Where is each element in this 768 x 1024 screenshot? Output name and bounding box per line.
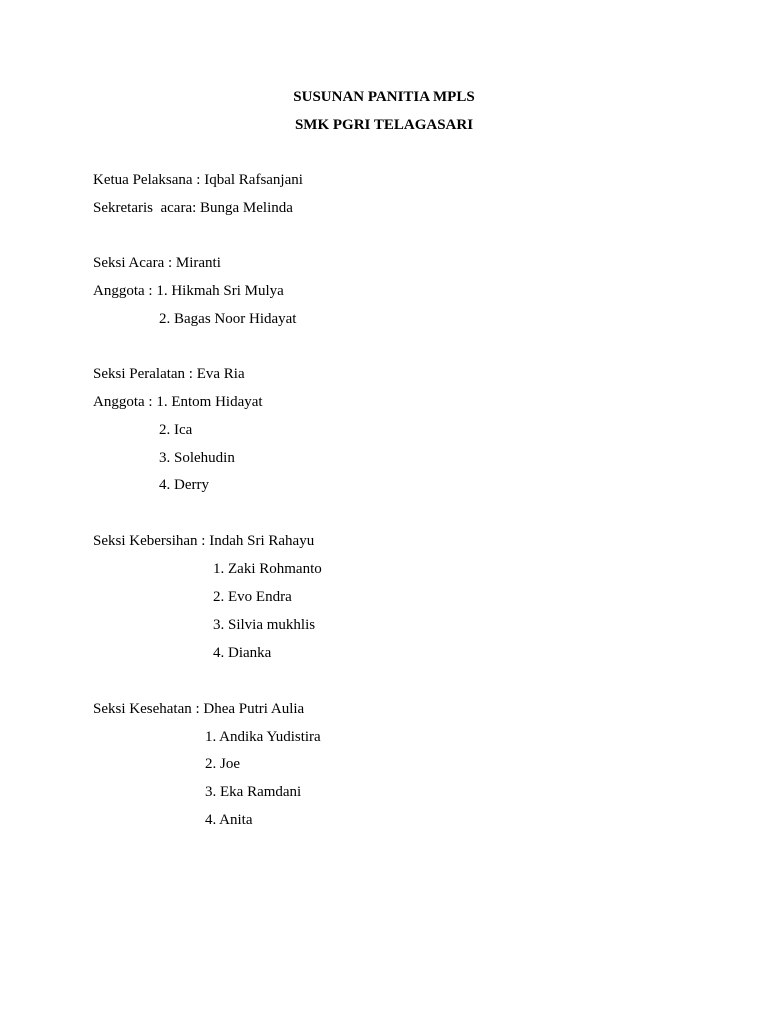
ketua-pelaksana: Ketua Pelaksana : Iqbal Rafsanjani — [93, 172, 303, 188]
seksi-peralatan-member: 4. Derry — [159, 477, 209, 493]
seksi-kesehatan-member: 3. Eka Ramdani — [205, 784, 302, 800]
seksi-kebersihan-member: 2. Evo Endra — [213, 589, 292, 605]
sekretaris-acara: Sekretaris acara: Bunga Melinda — [93, 200, 293, 216]
seksi-kesehatan-member: 1. Andika Yudistira — [205, 729, 321, 745]
seksi-kesehatan-member: 2. Joe — [205, 756, 240, 772]
seksi-acara-head: Seksi Acara : Miranti — [93, 255, 221, 271]
seksi-peralatan-head: Seksi Peralatan : Eva Ria — [93, 366, 245, 382]
seksi-kesehatan-member: 4. Anita — [205, 812, 253, 828]
seksi-peralatan-member: Anggota : 1. Entom Hidayat — [93, 394, 263, 410]
seksi-acara-member: Anggota : 1. Hikmah Sri Mulya — [93, 283, 284, 299]
school-name: SMK PGRI TELAGASARI — [294, 117, 474, 133]
seksi-kebersihan-member: 4. Dianka — [213, 645, 272, 661]
seksi-kesehatan-head: Seksi Kesehatan : Dhea Putri Aulia — [93, 701, 305, 717]
seksi-kebersihan-member: 1. Zaki Rohmanto — [213, 561, 322, 577]
seksi-peralatan-member: 2. Ica — [159, 422, 193, 438]
seksi-peralatan-member: 3. Solehudin — [159, 450, 235, 466]
document-title: SUSUNAN PANITIA MPLS — [293, 89, 475, 105]
seksi-acara-member: 2. Bagas Noor Hidayat — [159, 311, 297, 327]
seksi-kebersihan-member: 3. Silvia mukhlis — [213, 617, 316, 633]
seksi-kebersihan-head: Seksi Kebersihan : Indah Sri Rahayu — [93, 533, 315, 549]
